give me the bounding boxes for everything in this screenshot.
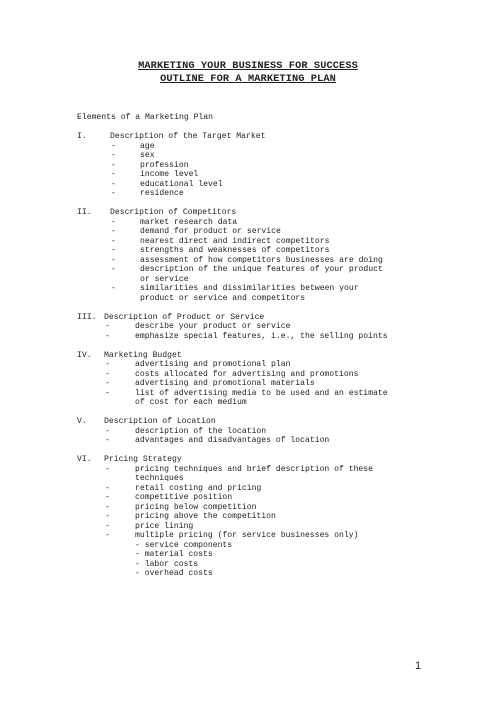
outline-section	[0, 351, 496, 408]
list-item-text: similarities and dissimilarities between your product or service and competitors	[140, 284, 359, 303]
section-numeral: III.	[77, 312, 97, 322]
bullet-dash: -	[105, 369, 110, 379]
list-item-text: strengths and weaknesses of competitors	[140, 246, 330, 255]
bullet-dash: -	[111, 284, 116, 293]
section-heading	[0, 351, 496, 361]
list-item	[0, 246, 496, 256]
section-heading	[0, 455, 496, 465]
bullet-dash: -	[105, 502, 110, 512]
list-item-text: nearest direct and indirect competitors	[140, 236, 330, 246]
section-title: Description of Competitors	[110, 208, 237, 217]
bullet-dash: -	[111, 141, 116, 151]
bullet-dash: -	[105, 436, 110, 445]
outline-section	[0, 208, 496, 303]
section-numeral: II.	[77, 208, 92, 217]
list-item	[0, 180, 496, 190]
bullet-dash: -	[111, 217, 116, 227]
section-heading	[0, 132, 496, 142]
section-numeral: IV.	[77, 350, 92, 360]
list-item	[0, 427, 496, 437]
section-title: Pricing Strategy	[104, 455, 182, 464]
list-item-text: multiple pricing (for service businesses only)	[135, 531, 359, 540]
bullet-dash: -	[105, 483, 110, 493]
list-item-text: residence	[140, 189, 184, 198]
list-item-text: pricing techniques and brief description of these techniques	[135, 464, 373, 483]
list-item-text: advertising and promotional materials	[135, 379, 315, 388]
list-item-text: description of the location	[135, 426, 267, 436]
list-item-text: emphasize special features, i.e., the selling points	[135, 331, 388, 341]
bullet-dash: -	[111, 236, 116, 246]
list-item	[0, 512, 496, 522]
list-item-text: describe your product or service	[135, 322, 291, 331]
bullet-dash: -	[105, 331, 110, 341]
section-heading	[0, 208, 496, 218]
bullet-dash: -	[105, 322, 110, 331]
list-item	[0, 370, 496, 380]
sub-list-item: - overhead costs	[135, 569, 213, 578]
bullet-dash: -	[105, 426, 110, 436]
bullet-dash: -	[111, 160, 116, 170]
list-item-text: description of the unique features of your product or service	[140, 265, 383, 284]
list-item-text: advantages and disadvantages of location	[135, 436, 330, 445]
section-title: Description of Location	[104, 417, 216, 426]
list-item	[0, 465, 496, 484]
outline-section	[0, 132, 496, 199]
bullet-dash: -	[111, 265, 116, 274]
list-item-text: sex	[140, 151, 155, 160]
page-number: 1	[415, 660, 422, 672]
list-item-text: assessment of how competitors businesses are doing	[140, 255, 383, 265]
bullet-dash: -	[111, 170, 116, 179]
list-item	[0, 256, 496, 266]
list-item	[0, 436, 496, 446]
outline-section	[0, 455, 496, 579]
section-title: Marketing Budget	[104, 350, 182, 360]
bullet-dash: -	[111, 179, 116, 189]
list-item	[0, 218, 496, 228]
bullet-dash: -	[105, 379, 110, 388]
list-item	[0, 189, 496, 199]
section-numeral: I.	[77, 132, 87, 141]
section-title: Description of Product or Service	[104, 312, 265, 322]
list-item-text: income level	[140, 170, 199, 179]
sub-list-item: - labor costs	[135, 559, 199, 569]
intro-heading: Elements of a Marketing Plan	[77, 113, 213, 122]
section-numeral: VI.	[77, 455, 92, 464]
list-item-text: list of advertising media to be used and an estimate of cost for each medium	[135, 388, 388, 407]
list-item-text: age	[140, 141, 155, 151]
list-item	[0, 237, 496, 247]
list-item-text: retail costing and pricing	[135, 483, 262, 493]
list-item	[0, 522, 496, 532]
list-item-text: educational level	[140, 179, 223, 189]
bullet-dash: -	[111, 151, 116, 160]
list-item	[0, 379, 496, 389]
list-item	[0, 332, 496, 342]
list-item	[0, 151, 496, 161]
bullet-dash: -	[105, 360, 110, 369]
list-item-text: price lining	[135, 521, 194, 531]
list-item	[0, 503, 496, 513]
document-title: MARKETING YOUR BUSINESS FOR SUCCESS	[138, 60, 358, 72]
bullet-dash: -	[105, 464, 110, 474]
list-item	[0, 170, 496, 180]
bullet-dash: -	[111, 227, 116, 236]
section-numeral: V.	[77, 417, 87, 426]
list-item	[0, 284, 496, 303]
section-heading	[0, 313, 496, 323]
list-item-text: competitive position	[135, 493, 233, 502]
sub-list-item: - service components	[135, 540, 233, 550]
list-item-text: costs allocated for advertising and promotions	[135, 369, 359, 379]
list-item	[0, 142, 496, 152]
section-heading	[0, 417, 496, 427]
list-item	[0, 484, 496, 494]
list-item	[0, 493, 496, 503]
list-item	[0, 265, 496, 284]
list-item-text: demand for product or service	[140, 227, 281, 236]
sub-list-item: - material costs	[135, 550, 213, 559]
list-item	[0, 389, 496, 408]
bullet-dash: -	[105, 531, 110, 540]
bullet-dash: -	[111, 246, 116, 255]
bullet-dash: -	[111, 189, 116, 198]
list-item	[0, 322, 496, 332]
list-item	[0, 161, 496, 171]
outline-section	[0, 417, 496, 446]
list-item-text: pricing above the competition	[135, 512, 276, 521]
bullet-dash: -	[105, 493, 110, 502]
outline-sections	[0, 132, 496, 588]
list-item-text: advertising and promotional plan	[135, 360, 291, 369]
list-item	[0, 360, 496, 370]
section-title: Description of the Target Market	[110, 132, 266, 141]
list-item	[0, 531, 496, 541]
list-item	[0, 227, 496, 237]
bullet-dash: -	[105, 388, 110, 398]
bullet-dash: -	[105, 521, 110, 531]
list-item-text: market research data	[140, 217, 238, 227]
bullet-dash: -	[105, 512, 110, 521]
bullet-dash: -	[111, 255, 116, 265]
document-subtitle: OUTLINE FOR A MARKETING PLAN	[160, 73, 336, 85]
list-item-text: profession	[140, 160, 189, 170]
outline-section	[0, 313, 496, 342]
list-item-text: pricing below competition	[135, 502, 257, 512]
